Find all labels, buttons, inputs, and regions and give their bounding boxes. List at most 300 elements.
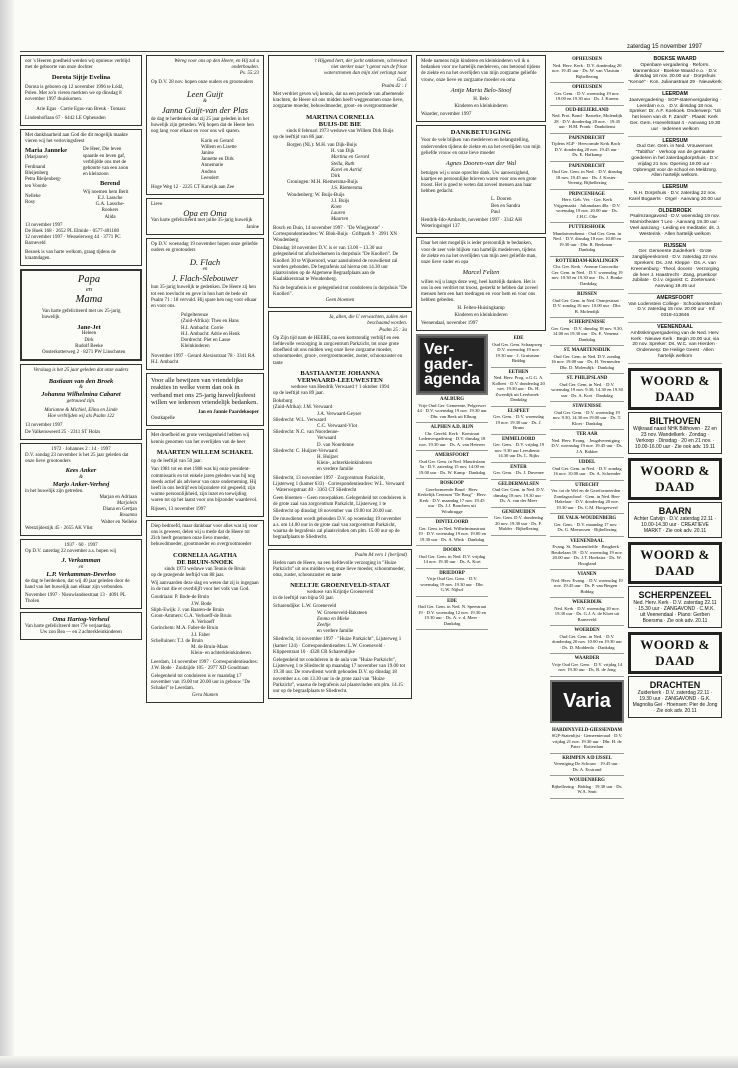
agenda-place: EMMELOORD <box>501 436 536 442</box>
agenda-item <box>550 374 624 402</box>
agenda-place: AALBURG <box>440 397 464 403</box>
signature-line: Maarten <box>331 217 349 223</box>
agenda-item <box>550 83 624 106</box>
signature-line: Sliedrecht: C. Huijzer-Verwaard <box>273 448 338 454</box>
ad-details: Openbare vergadering · Reform. Mannenkoor · Boekse Waard e.o. · D.V. dinsdag 18 nov. 20.00 uur · Dorpshuis "Kenoë" · Kon. Julianastraat 29 · Nieuwkerk <box>628 62 722 86</box>
announcement-intro: Verslaag is het 25 jaar geleden dat onze ouders <box>33 368 129 374</box>
signature-line: Dordrecht: Piet en Lasse <box>181 338 231 344</box>
ad-box <box>628 676 722 718</box>
signature-line: Ben en Sandra <box>491 203 521 209</box>
agenda-item <box>550 55 624 83</box>
agenda-details: Bijbellezing · Biddag · 19.30 uur · Ds. W.A. Smit <box>551 783 623 794</box>
deceased-name: BUIJS-DE BIE <box>318 121 362 129</box>
ad-place: LEERSUM <box>662 137 688 144</box>
ampersand: en <box>78 564 84 570</box>
announcement-text: Heden nam de Heere, na een liefdevolle verzorging in "Huize Parkzicht" uit ons midden weg onze lieve moeder, schoonmoeder, oma, zuster, schoonzuster en tante <box>273 560 405 579</box>
thank-you-notice <box>146 373 264 426</box>
agenda-details: Ger. Gem. · Ds. J. Duvenee <box>493 470 544 476</box>
agenda-details: Gereformeerde Bond · Herv. Kerkelijk Centrum "De Brug" · Herv. Kerk · D.V. maandag 17 nov. 19.45 uur · Ds. J.J. Bouchers uit Woubrugge <box>417 486 487 514</box>
signature-line: Groot-Ammers: G.A. Verhoeff-de Bruin <box>151 614 232 620</box>
agenda-details: Tijdens SGP · Hervormde Kerk Bach · D.V. donderdag 20 nov. 19.45 uur · Ds. E. Hafkamp <box>551 141 623 157</box>
address: Lindenhoflaan 67 · 6442 LE Opheusden <box>25 115 106 121</box>
place-date: Veenendaal, november 1997 <box>421 320 478 326</box>
signature-line: J.J. Faber <box>191 632 211 638</box>
agenda-item <box>550 754 624 777</box>
agenda-place: EETHEN <box>508 369 529 375</box>
agenda-place: ST. PHILIPSLAND <box>566 376 608 381</box>
ad-box <box>628 502 722 538</box>
column-4 <box>416 55 546 1048</box>
agenda-details: Oud Ger. Gem. in Ned. D.V. vrijdag 14 nov. 19.30 uur · Ds. A. Kort <box>418 553 486 565</box>
agenda-place: KRIMPEN A/D IJSSEL <box>562 755 612 761</box>
right-block <box>83 147 137 221</box>
signature-line: Goudriaan: P. Bode-de Bruin <box>151 595 210 601</box>
signature-line: Klein- en achterkleinkinderen <box>191 651 251 657</box>
agenda-details: Ger. Gem. · D.V. woensdag 19 nov. 19.00 en 19.30 uur · Ds. J. Karens <box>554 90 620 101</box>
agenda-details: Evang. St. Naastenliefde · Brugkerk · Beukelaan 18 · D.V. woensdag 19 nov. 20.00 uur · Ds. J.T. Hoekstra · Ds. W. Hoogland <box>551 544 623 566</box>
obituary-de-bruin <box>146 520 264 703</box>
agenda-place: DOORN <box>443 548 461 554</box>
agenda-item <box>550 318 624 346</box>
name-line: ten Voorde <box>25 183 47 189</box>
place: Oostkapelle <box>151 416 175 422</box>
signature-line: Annemarie <box>201 163 224 169</box>
woord-en-daad-logo: WOORD & DAAD <box>628 632 722 674</box>
verse: 't Hijgend hert, der jacht ontkomen, schreeuwt niet sterker naar 't genot van de frisse waterstromen dan mijn ziel verlangt naar God. <box>314 59 407 83</box>
agenda-place: BOSKOOP <box>440 481 464 487</box>
agenda-place: RIJSSEN <box>577 292 597 297</box>
agenda-item <box>550 430 624 458</box>
agenda-details: Ned. Herv. Evang. · Jeugdvereniging · D.V. woensdag 19 nov. 19.45 uur · Ds. J.A. Bakker <box>551 437 623 454</box>
announcement-text: hun 35-jarig huwelijk te gedenken. De Heere zij hen tot een toevlucht en geve in hun hart de bede uit Psalm 71 : 18 vervuld. Hij spare hen nog voor elkaar en voor ons. <box>151 285 257 310</box>
child-name: Heleen <box>81 331 97 337</box>
varia-banner: Varia <box>550 680 624 723</box>
agenda-item <box>550 481 624 515</box>
thank-you-belo <box>416 55 546 122</box>
signature-line: H. Felten-Huisingkamp <box>457 306 505 312</box>
signature-line: Sliedrecht: N.C. van Noordenne- <box>273 430 339 436</box>
announcement-text: getrouwd zijn. <box>66 398 96 404</box>
address: Oosterkotterweg 2 · 8271 PW Linschoten <box>42 350 126 356</box>
ad-place: SCHERPENZEEL <box>638 589 712 600</box>
name-line: Ferdinand <box>25 165 46 171</box>
person-name: Johanna Wilhelmina Cabaret <box>41 391 121 399</box>
banner-line: gader- <box>424 356 473 374</box>
person-name: L.P. Verkamman-Dewrloo <box>46 571 116 579</box>
agenda-place: GENEMUIDEN <box>501 509 536 515</box>
message: willen wij u langs deze weg, heel hartelijk danken. Het is ons in een verdriet tot troost, gesterkt te hebben dat zoveel mensen hem een hart toedragen en voor hem en voor ons hebben gebeden. <box>421 279 538 304</box>
obituary-schakel <box>146 429 264 517</box>
church-ad <box>628 183 722 206</box>
ampersand: en <box>202 267 208 273</box>
announcement-text: Op Zijn tijd nam de HEERE, na een kortstondig verblijf en een liefdevolle verzorging in zorgcentrum Parkzicht, tot onze grote droefheid uit ons midden weg onze lieve zorgzame moeder, schoonmoeder, groot-, overgrootmoeder, zuster, schoonzuster en tante <box>273 335 403 366</box>
signature-line: L. Dooren <box>491 197 512 203</box>
agenda-details: Oud Ger. Gem. in Ned. N. Speestraat 19 · D.V. woensdag 12 nov. 19.30 en 19.30 uur · Ds. A. v. d. Meer · Dankdag <box>417 604 487 626</box>
agenda-item <box>550 458 624 481</box>
address: Bosch en Duin, 14 november 1997 · "De Wiegjenste" · Correspondentieadres: W. Blok-Buijs · Griftpark 9 · 3991 XN Woudenberg <box>273 225 398 244</box>
ad-details: N.H. Dorpshuis · D.V. zaterdag 22 nov. Karel Bogaerts · Orgel · Aanvang 20.00 uur <box>628 190 722 202</box>
signature-line: Willem en Lisette <box>201 144 237 150</box>
agenda-details: Oud Ger. Gem. Schaapweg · D.V. woensdag 19 nov. 19.30 uur · J. Gruisman · Biddag <box>492 341 545 364</box>
agenda-item <box>550 134 624 162</box>
woord-en-daad-ad <box>628 368 722 454</box>
agenda-place: UTRECHT <box>575 482 599 488</box>
signature: Janine <box>246 224 259 230</box>
agenda-details: Oud Ger. Gem. · D.V. woensdag 19 nov. 9.30, 14.30 en 19.00 uur · Ds. T. Kloet · Dankdag <box>552 409 622 426</box>
verse: Ja, allen, die U verwachten, zullen niet beschaamd worden. <box>328 315 407 327</box>
agenda-place: UDDEL <box>578 460 596 465</box>
agenda-place: DINTELOORD <box>435 520 469 526</box>
obituary-body: Na de begrafenis is er gelegenheid tot condoleren in dorpshuis "De Knolleri". <box>273 285 407 297</box>
agenda-place: OPHEUSDEN <box>572 85 602 90</box>
opa-oma-greeting <box>146 198 264 235</box>
agenda-place: DE VALK-WOUDENBERG <box>557 516 617 521</box>
signature-line: Andrea <box>201 169 216 175</box>
signature-line: Kinderen en kleinkinderen <box>454 312 508 318</box>
obituary-buijs <box>268 55 412 308</box>
announcement-text: Op D.V. zaterdag 22 november a.s. hopen wij <box>25 549 117 555</box>
agenda-place: WOUDENBERG <box>569 778 605 783</box>
person-name: D. Flach <box>189 257 221 268</box>
agenda-details: Ger. Gem. D.V. donderdag 20 nov. 19.30 uur · Ds. F. Mulder · Bijbellezing <box>493 515 544 532</box>
ad-details: Van Lodenstein College · Schoolamsterdam · D.V. zaterdag 15 nov. 20.00 uur · Inf: 0318-413646 <box>628 301 722 319</box>
agenda-details: Vrije Oud Ger. Gem. · D.V. woensdag 19 nov. 19.30 uur · Dhr. G.W. Nijhof <box>420 576 484 593</box>
agenda-item <box>550 162 624 190</box>
woord-en-daad-logo: WOORD & DAAD <box>628 368 722 410</box>
deceased-name: DE BRUIN-SNOEK <box>176 559 234 567</box>
deceased-name: BASTIAANTJE JOHANNA <box>300 369 380 377</box>
agenda-item <box>491 508 546 536</box>
address: Hendrik-Ido-Ambacht, november 1997 · 3342 AH Weteringsingel 137 <box>421 217 522 230</box>
signature-line: Emma en Mieke <box>317 616 350 622</box>
church-ad <box>628 323 722 364</box>
agenda-details: Ned. Kerk · D.V. woensdag 20 nov. 19.30 uur · Ds. G.J. A. de Kloet uit Barneveld <box>554 605 620 622</box>
ad-place: BILTHOVEN <box>649 415 701 426</box>
date-line: 1972 · Johannes 2 : 14 · 1997 <box>51 446 111 452</box>
signature-line: H.I. Ambacht: Corrie <box>181 325 224 331</box>
ad-place: LEERSUM <box>662 184 688 191</box>
message: Mede namens mijn kinderen en kleinkinderen wil ik u bedanken voor uw hartelijk medeleven, ons betoond tijdens de ziekte en na het overlijden van mijn zorgzame geliefde vrouw, onze lieve en zorgzame moeder en oma <box>421 59 541 83</box>
date-line: 1937 · 60 · 1997 <box>64 542 98 548</box>
agenda-item <box>550 514 624 537</box>
signature-line: Diana en Gertjan <box>102 507 137 513</box>
place-date: Rijssen, 13 november 1997 <box>151 506 206 512</box>
child-name: Rudolf Beeke <box>75 343 103 349</box>
message: Voor alle bewijzen van vriendelijke reakties in welke vorm dan ook in verband met ons 25-jarig huwelijksfeest willen we iedereen vriendelijk bedanken. <box>151 376 259 407</box>
agenda-details: Vrije Oud Ger. Gem. · D.V. vrijdag 14 nov. 19.30 uur · Ds. B. de Jong <box>551 661 623 672</box>
signature-line: Boksburg <box>273 399 293 405</box>
signature-line: D. van Noordenne <box>317 442 354 448</box>
header-rule <box>20 51 724 52</box>
agenda-place: PRINCENHAGE <box>569 191 605 197</box>
text-line: G.A. Lassche- <box>95 202 125 208</box>
column-1 <box>20 55 142 1048</box>
signature-line: J.A. Verwaard-Geyser <box>317 411 362 417</box>
agenda-details: Ned. Herv. Prog. o.G.G. A. Kolbert · D.V. donderdag 20 nov. 19.30 uur · Ds. H. Zweedijk uit Leerbroek · Dankdag <box>492 375 545 403</box>
signature-line: Schelluinen: T.J. de Bruin <box>151 638 203 644</box>
church-ad <box>628 55 722 90</box>
heading: Opa en Oma <box>183 208 227 219</box>
birthday-greeting <box>20 612 142 640</box>
signature-line: Zeeltje <box>317 622 331 628</box>
signature-line: Kleinkinderen <box>181 344 210 350</box>
name-line: (Marjanne) <box>25 154 48 160</box>
page-shadow-bottom <box>0 1056 738 1068</box>
message: Voor de vele blijken van medeleven en belangstelling, ondervonden tijdens de ziekte en na het overlijden van mijn geliefde vrouw en onze lieve moeder <box>421 138 541 156</box>
heading: Oma Hartog-Verheul <box>52 616 110 624</box>
signature-block <box>273 604 407 635</box>
ad-details: Achter Catvijn · D.V. zaterdag 22.11 · 10.00-14.30 uur · CREATIEVE MARKT · Zie ook adv. 20.11 <box>633 515 717 534</box>
note: Bezoek is van harte welkom, graag tijdens de kraamdagen. <box>25 249 116 261</box>
ad-place: AMERSFOORT <box>656 294 694 301</box>
signature-line: H. Huijzer <box>317 454 339 460</box>
message: Van harte gefeliciteerd met 77e verjaardag. <box>25 623 112 629</box>
announcement-text: in het huwelijk zijn getreden. <box>25 488 84 494</box>
banner-line: agenda <box>424 371 481 389</box>
agenda-place: EDE <box>447 598 457 604</box>
agenda-item <box>491 480 546 508</box>
deceased-name: MARTINA CORNELIA <box>306 113 374 121</box>
text-line: Alida <box>104 214 116 220</box>
two-col-notice <box>25 147 137 221</box>
verse: Hoe verblijden wij als Psalm 122 <box>47 414 115 420</box>
announcement-text: Dorota is geboren op 12 november 1996 te Łódź, Polen. Met zo'n vieren merkten we op dinsdag 8 november 1997 thuiskomen. <box>25 84 124 103</box>
agenda-details: Ger. Gem. · D.V. vrijdag 19 nov. 9.30 uur Leesdienst · 14.30 uur Ds. L. Rijks <box>492 442 545 459</box>
person-name: Marjo Anker-Verhesj <box>52 481 110 489</box>
address: Sliedrecht, 13 november 1997 · Zorgcentrum Parkzicht, Lijsterweg 1 (kamer 633) · Correspondentieadres: W.L. Verwaard · Waterwegstraat 40 · 3363 CT Sliedrecht <box>273 475 405 493</box>
deceased-name: NEELTJE GROENEVELD-STAAT <box>290 582 390 590</box>
woord-en-daad-ad <box>628 632 722 718</box>
ad-place: OLDEBROEK <box>658 207 692 214</box>
agenda-details: Mandatvendienst · Oud Ger. Gem. in Ned. · D.V. dinsdag 18 nov. 10.00 en 19.30 uur · Dhr. R. Beekman · Dankdag <box>552 230 622 252</box>
agenda-place: OUD-BEIJERLAND <box>565 107 609 113</box>
text-line: E.J. Lassche <box>97 196 123 202</box>
agenda-place: VEENENDAAL <box>570 538 604 544</box>
ad-place: VEENENDAAL <box>657 324 693 331</box>
ad-details: Ned. Herv. Kerk · D.V. zaterdag 22.11 · 15.30 uur · ZANGAVOND · C.M.K. uit Veenendaal · Piano: Gerben Boersma · Zie ook adv. 20.11 <box>633 599 717 624</box>
signature-line: Borgen (NL): M.H. van Dijk-Buijs <box>287 143 357 149</box>
ad-place: RIJSSEN <box>663 242 687 249</box>
signature-block <box>151 313 259 350</box>
date-line: 13 november 1997 <box>25 423 63 429</box>
name-line: Bleijenberg <box>25 171 49 177</box>
agenda-place: EDE <box>513 336 524 342</box>
agenda-place: ENTER <box>510 464 527 470</box>
age-line: op de leeftijd van 50 jaar. <box>151 459 202 465</box>
agenda-item <box>550 537 624 571</box>
name-line: Rosy <box>25 200 36 206</box>
agenda-place: DRIEDORP <box>439 570 465 576</box>
signature-line: Martina en Gerard <box>331 155 370 161</box>
age-line: in de leeftijd van bijna 93 jaar. <box>273 596 334 602</box>
church-ad <box>628 242 722 294</box>
person-name: J. Flach-Slebouwer <box>171 273 239 284</box>
obituary-groeneveld <box>268 549 412 700</box>
children: Marianne & Michiel, Elina en Linde <box>44 407 118 413</box>
agenda-place: GELDERMALSEN <box>498 481 539 487</box>
deceased-name: VERWAARD-LEEUWESTEN <box>297 377 383 385</box>
announcement-text: Op D.V. 28 nov. hopen onze ouders en grootouders <box>151 79 254 85</box>
ampersand: & <box>79 474 83 480</box>
verse-reference: Psalm 42 : 1 <box>381 83 407 89</box>
heading: en <box>85 286 93 294</box>
agenda-item <box>416 518 488 546</box>
signature-line: H. van Dijk <box>331 149 355 155</box>
agenda-right <box>491 334 546 630</box>
signature-line: Sliph-Ewijk: J. van Baaren-de Bruin <box>151 607 224 613</box>
signature-line: Stella, Ruth <box>331 161 355 167</box>
person-name: Janna Guijt-van der Plas <box>161 105 249 116</box>
agenda-details: Herv. Geb. Ver. · Ger. Kerk Vrijgemaakt · Julianalaan 48a · D.V. woensdag 19 nov. 20.00 uur · Ds. J.H.C. Olie <box>553 197 621 219</box>
message: Van harte gefeliciteerd met uw 25-jarig huwelijk <box>42 308 121 320</box>
parents: Arie Egas · Carrie Egas-van Breuk · Tomasz <box>36 106 126 112</box>
signature-line: J.W. Bode <box>191 601 212 607</box>
agenda-details: Chr. Gerefd. Kerk · Koestraat Ledenvergadering · D.V. dinsdag 18 nov. 19.30 uur · Ds. A. van Heteren <box>418 430 486 447</box>
agenda-item <box>416 546 488 569</box>
signature-line: en verdere familie <box>317 467 354 473</box>
woord-en-daad-ad <box>628 458 722 538</box>
church-ad <box>628 294 722 323</box>
agenda-details: Oud Ger. Gem. in Ned. · D.V. woensdag 19 nov. 9.30, 14.30 en 19.30 uur · Ds. A. Kort · Dankdag <box>551 381 623 398</box>
signature-line: H. Belo <box>473 97 489 103</box>
agenda-item <box>416 569 488 597</box>
agenda-item <box>416 597 488 631</box>
condolence-info: Gelegenheid tot condoleren is er maandag 17 november van 19.00 tot 20.00 uur in gebouw "De Schakel" te Leerdam. <box>151 673 251 692</box>
signature-line: Walter en Nelleke <box>101 519 137 525</box>
signature-line: Janine <box>201 151 214 157</box>
agenda-item <box>550 654 624 677</box>
person-name: Kees Anker <box>65 467 97 475</box>
announcement-text: Op D.V. woensdag 19 november hopen onze geliefde ouders en grootouders <box>151 241 258 254</box>
name-line: Nelleke <box>25 193 41 199</box>
banner-line: Ver- <box>424 341 455 359</box>
thank-you-felten <box>416 237 546 331</box>
signature-line: Marjolein <box>117 500 137 506</box>
agenda-item <box>550 402 624 430</box>
signature-line: Koen <box>331 205 342 211</box>
address: De Hoek 168 · 2652 PL Elmide · 0577-401180 <box>25 229 120 235</box>
agenda-place: WAARDER <box>574 656 600 661</box>
agenda-details: Ger. Gem. · D.V. woensdag 19 nov. 19.30 uur · Ds. J. Bruns <box>493 414 544 431</box>
signature-block <box>273 143 407 224</box>
agenda-place: PAPENDRECHT <box>568 135 606 141</box>
child-name: Dirk <box>84 337 94 343</box>
signature-line: Karel en Astrid <box>331 167 362 173</box>
agenda-details: Ned. Herv. Kerk · D.V. donderdag 20 nov. 19.45 uur · Ds. W. van Vlastuin · Bijbellezing <box>552 62 622 79</box>
agenda-place: ROTTERDAM-KRALINGEN <box>555 258 619 264</box>
agenda-item <box>416 479 488 518</box>
deceased-name: Agnes Dooren-van der Wal <box>445 160 517 168</box>
agenda-item <box>550 290 624 318</box>
ad-place: BAARN <box>658 505 692 516</box>
verse-reference: Psalm 25 : 3a <box>379 327 407 333</box>
name-line: Petra Bleijenberg- <box>25 177 62 183</box>
agenda-details: Oud Ger. Gem. in Ned. D.V. zondag 16 nov. 19.00 uur · Ds. H. Vermeulen · Dhr. D. Molendijk · Dankdag <box>551 353 623 370</box>
address: November 1997 · Gerard Alexisstraat 78 · 3341 RA H.I. Ambacht <box>151 353 255 365</box>
agenda-place: HARDINXVELD-GIESSENDAM <box>551 727 623 733</box>
signature-line: (Zuid-Afrika): Theo en Hans <box>181 319 239 325</box>
ad-place: LEERDAM <box>662 90 688 97</box>
engagement-birth-announcement <box>20 129 142 266</box>
anniversary-announcement-anker <box>20 443 142 536</box>
obituary-body: Van 1981 tot en met 1988 was hij onze president-commissaris en tot enkele jaren geleden was hij nog steeds actief als adviseur van onze onderneming. Hij heeft in ons bedrijf een bijzondere rol gespeeld; zijn warme persoonlijkheid, zijn inzet en toewijding waren tot op het laatst voor ons bijzonder waardevol. <box>151 467 258 504</box>
agenda-place: WOERDEN <box>574 628 600 633</box>
agenda-place: WEKERDIJK <box>572 600 602 605</box>
column-5 <box>550 55 624 1048</box>
anniversary-announcement-verkamman <box>20 539 142 609</box>
ad-place: BOEKSE WAARD <box>653 56 697 62</box>
ad-details: Zuiderkerk · D.V. zaterdag 22.11 · 19.30 uur · ZANGAVOND · G.K. Magnolia Gei · Hoensen: Pier de Jong · Zie ook adv. 20.11 <box>632 689 718 714</box>
address: Westzijdestijk 45 · 2655 AK Vlist <box>25 525 93 531</box>
agenda-place: SCHERPENISSE <box>568 320 606 325</box>
anniversary-guijt <box>146 55 264 195</box>
signature-line: Scharendijke: L.W. Groeneveld <box>273 604 337 610</box>
agenda-place: PAPENDRECHT <box>568 163 606 169</box>
message: betuigen wij u onze oprechte dank. Uw aanwezigheid, kaartjes en persoonlijke brieven waren voor ons een grote troost. Het is goed te weten dat zoveel mensen aan haar hebben gedacht. <box>421 170 537 195</box>
place-date: Waarder, november 1997 <box>421 111 472 117</box>
text-line: spaarde en leven gaf, <box>83 153 126 159</box>
obituary-body: Dinsdag 18 november D.V. is er van 13.00 – 13.30 uur gelegenheid tot afscheidnemen in dorpshuis "De Knolleri". De Knolleri 30 te Wijkeroord, waar aansluitend de rouwdienst zal worden gehouden. De begrafenis zal hierna om 14.30 uur plaatsvinden op de Algemene Begraafplaats aan de Kaalakkerstraat te Woudenberg. <box>273 246 399 283</box>
heading: DANKBETUIGING <box>450 128 512 136</box>
ad-details: Oud Ger. Gem. in Ned. Vrouwenver. "Tabitha" · Verkoop van de gemaakte goederen in het zaterdagdorpshuis · D.V. vrijdag 21 nov. Opening 19.00 uur · Opbrengst voor de school en Meldzorg. Allen hartelijk welkom. <box>631 144 719 179</box>
agenda-place: ALPHEN A.D. RIJN <box>430 425 474 431</box>
agenda-details: Ger. Gem. · D.V. maandag 17 nov. · Ds. G. Meeuwsen · Bijbellezing <box>553 521 621 532</box>
signature-line: W. Groeneveld-Baksteen <box>317 610 368 616</box>
verse-reference: Ps. 55:23 <box>239 71 259 77</box>
announcement-text: Met verdriet geven wij kennis, dat na een periode van afnemende krachten, de Heere uit ons midden heeft weggenomen onze lieve, zorgzame moeder, behuwdmoeder, groot- en overgrootmoeder <box>273 92 404 110</box>
signature-line: Dirk <box>331 174 341 180</box>
deceased-subtitle: sinds 8 februari 1973 weduwe van Willem Dirk Buijs <box>286 128 394 134</box>
ad-details: Jaarvergadering · SGP-statenvergadering · Leerdam e.o. · D.V. dinsdag 18 nov. Spreker: Dr. A.F. Koekoek. Onderwerp: "Uit het leven van dr. F. Zandt" · Plaats: Kerk Ger. Gem. Hoevelstraat 4 · Aanvang 19.30 uur · Iedereen welkom <box>629 97 721 132</box>
column-3 <box>268 55 412 1048</box>
congratulation-papa-mama <box>20 269 142 361</box>
signature-line: Marjan en Adriaan <box>99 494 137 500</box>
address: 12 november 1997 · Wesselerweg 44 · 3771 PC Barneveld <box>25 235 121 247</box>
agenda-details: Oud Ger. Gem. in Ned. · D.V. donderdag 20 nov. 10.00 en 19.30 uur · Ds. D. Moddenlo · Dankdag <box>552 633 622 650</box>
agenda-item <box>491 463 546 480</box>
verse: Wereg voor ons op den Heere, en Hij zal u onderhouden. <box>174 59 259 71</box>
deceased-subtitle: weduwe van Krijntje Groeneveld <box>306 589 374 595</box>
agenda-place: OPHEUSDEN <box>572 57 602 62</box>
heading: Papa <box>77 274 101 286</box>
agenda-details: Ned. Herv. Evang. · D.V. woensdag 19 nov. 19.45 uur · Ds. P. van Bergen · Biddag <box>551 577 623 594</box>
thank-you-dooren <box>416 125 546 234</box>
message: Van harte gefeliciteerd met jullie 35-jarig huwelijk <box>151 218 253 224</box>
footer-note: Geen bloemen <box>325 297 355 303</box>
signature-line: Paul <box>491 209 500 215</box>
signature-line: Rosanna <box>119 513 137 519</box>
agenda-details: Ned. Prot. Bond · Baroeke, Molendijk 28 · D.V. donderdag 20 nov. · 19.45 uur · H.M. Pronk · Dankdienst <box>551 113 623 129</box>
signature-line: Jannette en Dirk <box>201 157 234 163</box>
ampersand: & <box>79 385 83 390</box>
agenda-item <box>491 435 546 463</box>
signature-block <box>273 399 407 473</box>
agenda-item <box>491 407 546 435</box>
agenda-details: Oud Ger. Gem. in Ned. · D.V. dinsdag 18 nov. 19.45 uur · Ds. J. Koster · Verenig. Bijbellezing <box>551 169 623 185</box>
agenda-item <box>550 223 624 257</box>
message: Daar het niet mogelijk is ieder persoonlijk te bedanken, voor de zeer vele blijken van hartelijk medeleven, tijdens de ziekte en na het overlijden van mijn zeer geliefde man, onze lieve vader en opa <box>421 241 537 265</box>
address: Hoge Weg 12 · 2225 CT Katwijk aan Zee <box>151 185 235 191</box>
ad-place: DRACHTEN <box>649 679 701 690</box>
agenda-details: Ger. Gem. · D.V. dinsdag 18 nov. 9.30, 14.00 en 19.30 uur · Ds. E. Venema · Dankdag <box>551 325 623 342</box>
agenda-details: Chr. Ger. Kerk · Avenue Concordia · Ger. Gem. in Ned. · D.V. woensdag 19 nov. 10.30 en 19.30 uur · Ds. J. Bonke · Dankdag <box>551 264 623 286</box>
agenda-item <box>491 334 546 368</box>
signature-line: J.S. Riemersma <box>331 186 363 192</box>
obituary-body: Geen bloemen – Geen rouwpakken. Gelegenheid tot condoleren is de grote zaal van zorgcentrum Parkzicht, Lijsterweg 1 te Sliedrecht op dinsdag 18 november van 19.00 tot 20.00 uur. <box>273 496 406 514</box>
verse-reference: Psalm 84 vers 1 (berijmd) <box>354 552 407 558</box>
announcement-intro: oor 's Heeren goedheid werden wij opnieuw verblijd met de geboorte van onze dochter <box>25 59 130 71</box>
announcement-text: Met droefheid en grote verslagenheid hebben wij kennis genomen van het overlijden van de heer <box>151 433 250 445</box>
